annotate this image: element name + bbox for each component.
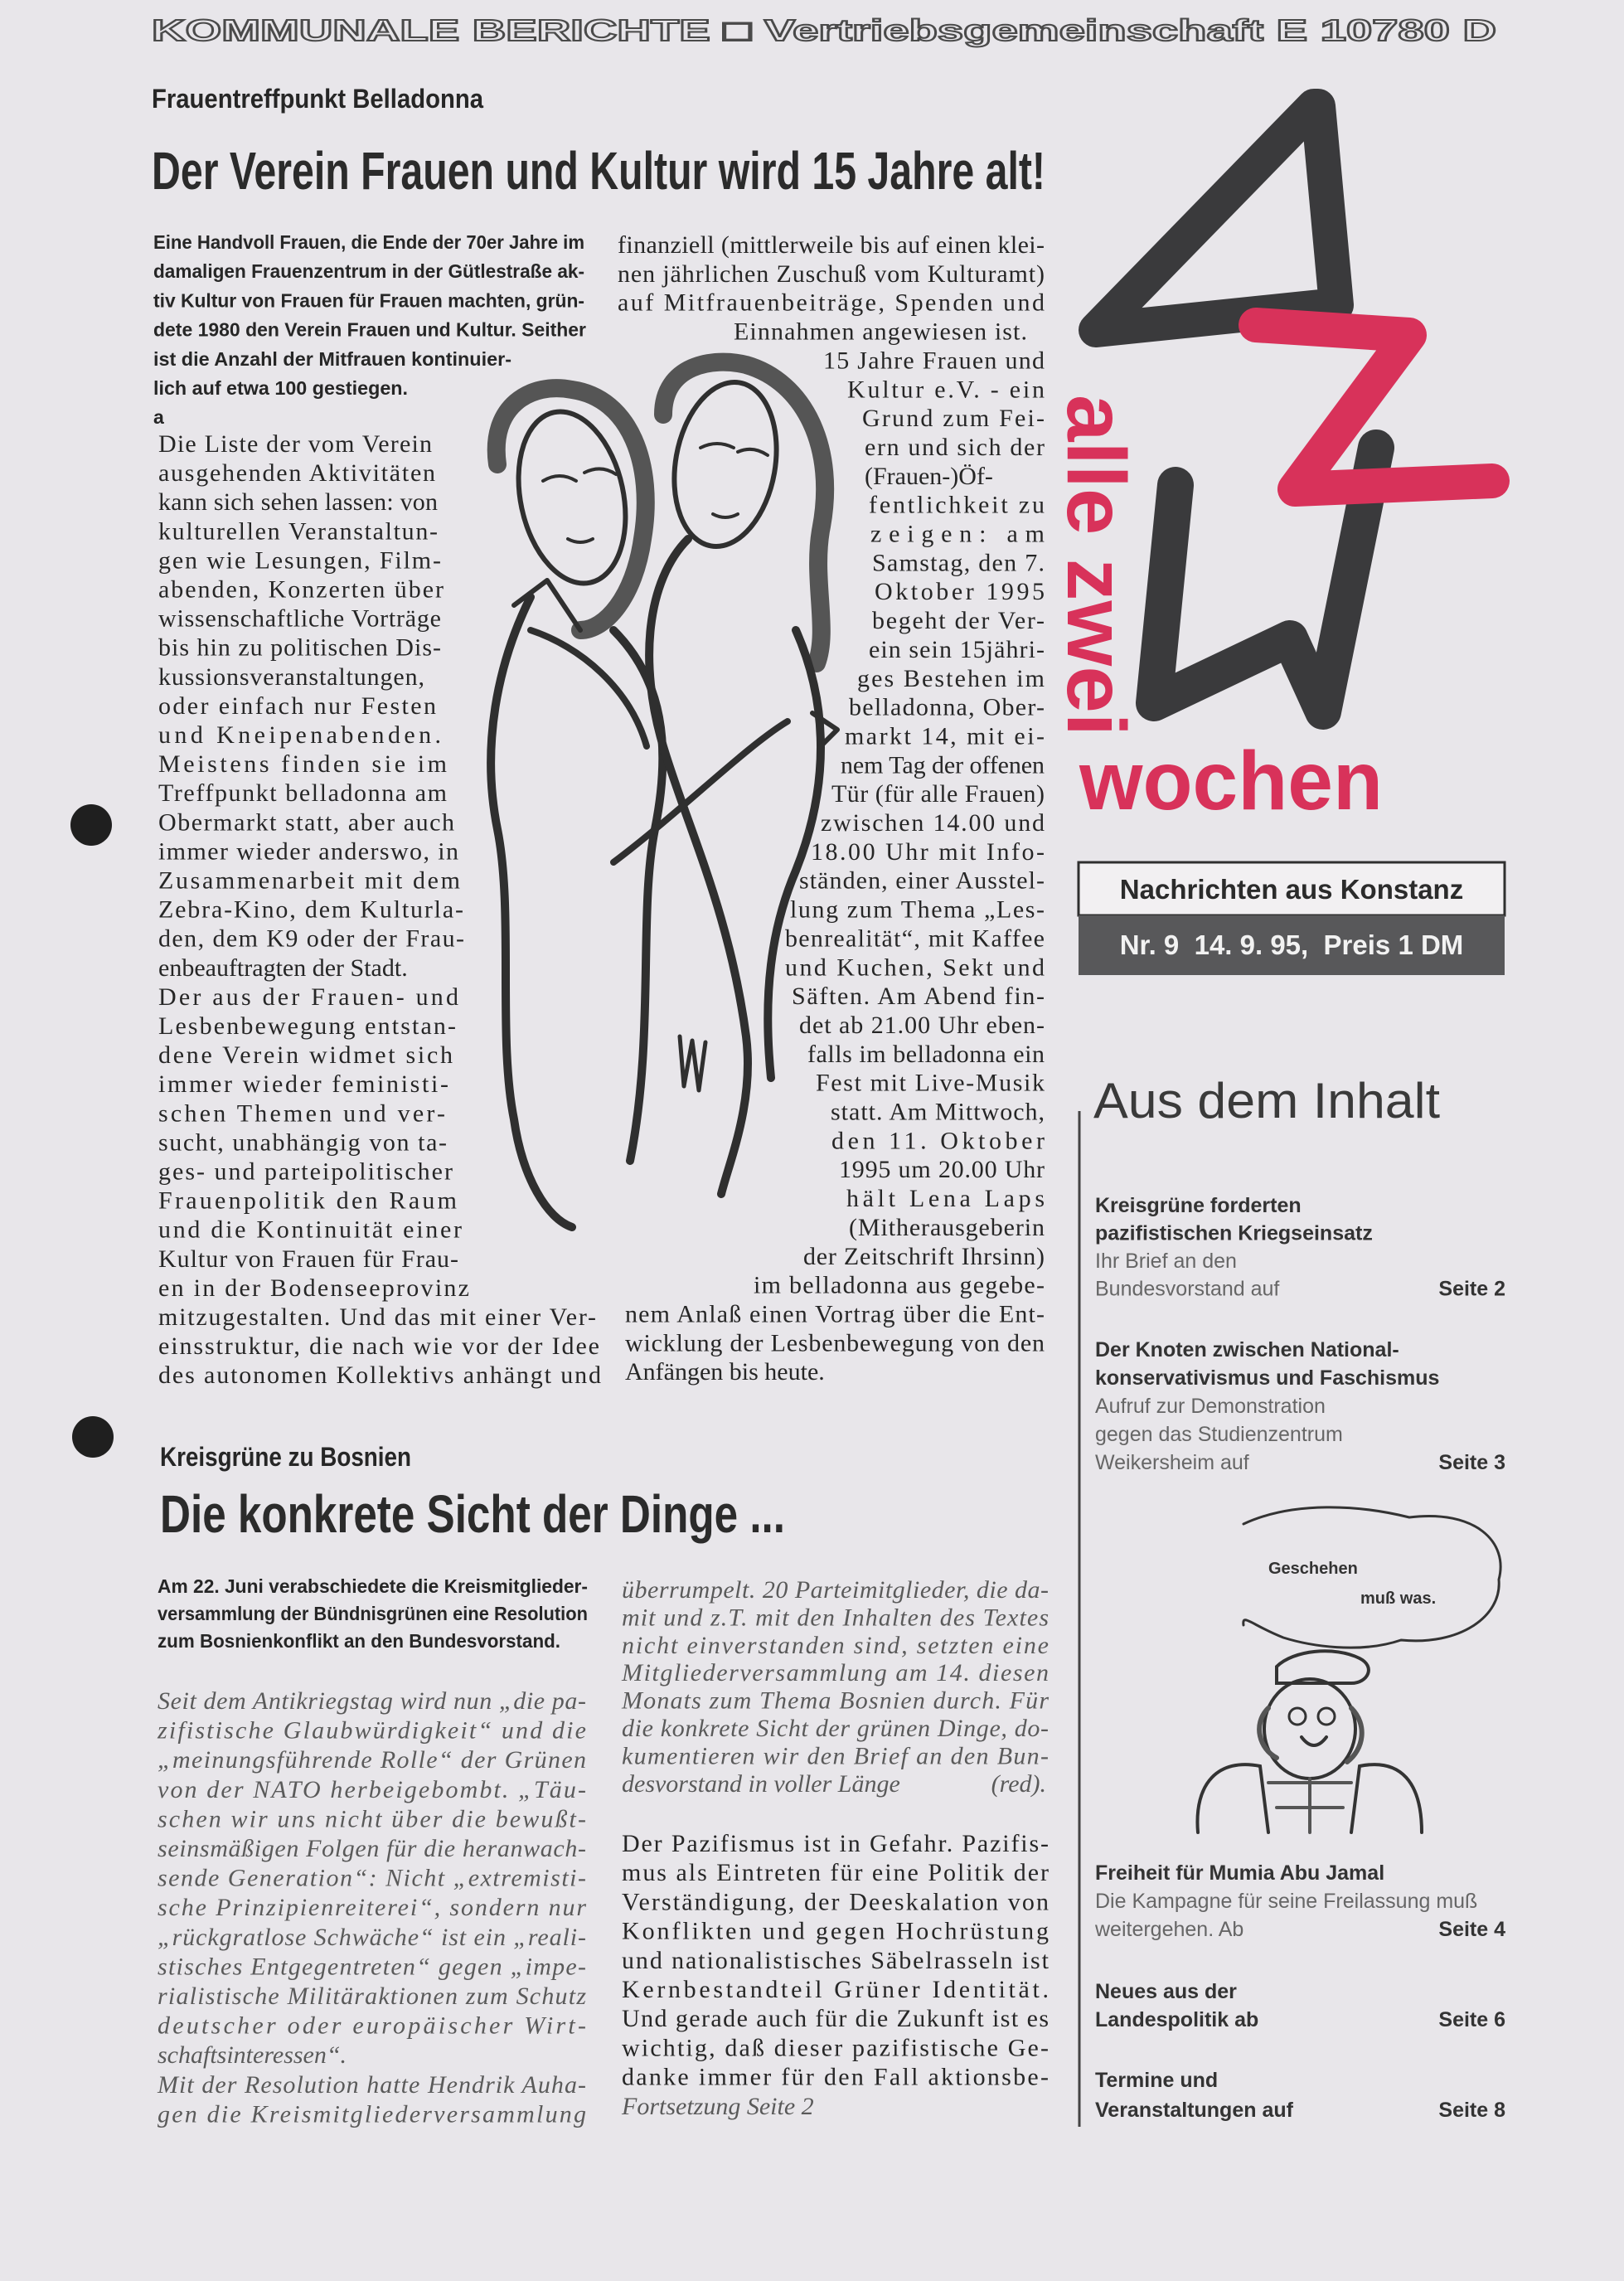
article-lead-line: Eine Handvoll Frauen, die Ende der 70er Jahre im xyxy=(153,231,584,253)
article-body-line: nen jährlichen Zuschuß vom Kulturamt) xyxy=(618,260,1045,288)
contents-item-title: Neues aus der xyxy=(1095,1980,1237,2003)
article-body-line: Lesbenbewegung entstan- xyxy=(158,1012,456,1040)
continuation-note: Fortsetzung Seite 2 xyxy=(622,2093,814,2120)
masthead-subtitle: Nachrichten aus Konstanz xyxy=(1119,874,1464,905)
article-body-line: Frauenpolitik den Raum xyxy=(158,1187,457,1215)
logo-letter-a xyxy=(1096,106,1336,330)
punch-hole xyxy=(72,1416,114,1458)
article-body-line: markt 14, mit ei- xyxy=(845,722,1045,750)
punch-hole xyxy=(70,804,112,846)
contents-item-title: pazifistischen Kriegseinsatz xyxy=(1095,1221,1373,1245)
article-kicker: Kreisgrüne zu Bosnien xyxy=(160,1442,411,1472)
article-body-line: Die Liste der vom Verein xyxy=(158,430,432,458)
article-body-line: Oktober 1995 xyxy=(875,578,1045,606)
article-body-line: fentlichkeit zu xyxy=(869,491,1045,519)
article-lead-line: dete 1980 den Verein Frauen und Kultur. Seither xyxy=(153,318,587,341)
article-intro-line: „meinungsführende Rolle“ der Grünen xyxy=(158,1746,586,1774)
article-body-line: den 11. Oktober xyxy=(831,1127,1045,1155)
logo-wordmark: wochen xyxy=(1079,735,1383,827)
article-body-line: dene Verein widmet sich xyxy=(158,1041,453,1070)
contents-item-page: Seite 8 xyxy=(1438,2099,1505,2122)
article-intro-line: gen die Kreismitgliederversammlung xyxy=(158,2100,586,2128)
article-body-line: Der Pazifismus ist in Gefahr. Pazifis- xyxy=(622,1830,1049,1857)
contents-item-title: Landespolitik ab xyxy=(1095,2008,1259,2031)
article-body-line: immer wieder anderswo, in xyxy=(158,837,458,866)
contents-title: Aus dem Inhalt xyxy=(1093,1073,1441,1128)
article-body-line: einsstruktur, die nach wie vor der Idee xyxy=(158,1332,599,1361)
article-body-line: schen Themen und ver- xyxy=(158,1099,445,1128)
issue-info: Nr. 9 14. 9. 95, Preis 1 DM xyxy=(1119,929,1464,960)
article-kicker: Frauentreffpunkt Belladonna xyxy=(152,84,484,114)
article-intro-line: schaftsinteressen“. xyxy=(158,2041,347,2070)
article-body-line: Zusammenarbeit mit dem xyxy=(158,866,460,895)
article-body-line: im belladonna aus gegebe- xyxy=(754,1271,1045,1299)
article-intro-line: schen wir uns nicht über die bewußt- xyxy=(158,1805,586,1833)
article-intro-line: Mit der Resolution hatte Hendrik Auha- xyxy=(158,2070,586,2099)
article-intro-line: stisches Entgegentreten“ gegen „impe- xyxy=(158,1953,586,1981)
article-body-line: ern und sich der xyxy=(865,434,1045,461)
article-body-line: des autonomen Kollektivs anhängt und xyxy=(158,1361,601,1390)
article-body-line: Anfängen bis heute. xyxy=(625,1358,825,1386)
article-body-line: immer wieder feministi- xyxy=(158,1070,448,1099)
article-intro-line: überrumpelt. 20 Parteimitglieder, die da- xyxy=(622,1576,1049,1604)
article-body-line: abenden, Konzerten über xyxy=(158,575,444,604)
article-body-line: det ab 21.00 Uhr eben- xyxy=(799,1012,1045,1039)
speech-line: muß was. xyxy=(1360,1589,1437,1608)
author-signature: (red). xyxy=(991,1770,1046,1798)
article-intro-line: rialistische Militäraktionen zum Schutz xyxy=(158,1983,586,2010)
article-body-line: statt. Am Mittwoch, xyxy=(831,1098,1045,1126)
article-body-line: und Kneipenabenden. xyxy=(158,721,441,749)
contents-item-description: gegen das Studienzentrum xyxy=(1095,1423,1343,1446)
article-body-line: gen wie Lesungen, Film- xyxy=(158,546,441,575)
article-lead-line: ist die Anzahl der Mitfrauen kontinuier- xyxy=(153,347,511,370)
contents-item-title: konservativismus und Faschismus xyxy=(1095,1366,1440,1390)
azw-logo xyxy=(1050,106,1492,827)
article-body-line: 18.00 Uhr mit Info- xyxy=(811,837,1045,866)
article-body-line: falls im belladonna ein xyxy=(807,1040,1045,1068)
contents-item[interactable] xyxy=(1095,2069,1505,2122)
article-body-line: enbeauftragten der Stadt. xyxy=(158,954,408,982)
article-body-line: hält Lena Laps xyxy=(846,1185,1045,1212)
article-body-line: 1995 um 20.00 Uhr xyxy=(839,1156,1045,1184)
article-body-line: zwischen 14.00 und xyxy=(821,809,1045,837)
article-body-line: Kultur von Frauen für Frau- xyxy=(158,1245,458,1273)
article-body-line: nem Anlaß einen Vortrag über die Ent- xyxy=(625,1300,1045,1328)
article-lead-line: lich auf etwa 100 gestiegen. xyxy=(153,377,408,399)
article-body-line: Treffpunkt belladonna am xyxy=(158,779,447,808)
article-intro-line: mit und z.T. mit den Inhalten des Textes xyxy=(622,1604,1049,1632)
article-intro-line: kumentieren wir den Brief an den Bun- xyxy=(622,1742,1049,1770)
article-body-line: finanziell (mittlerweile bis auf einen klei- xyxy=(618,231,1045,259)
contents-item[interactable] xyxy=(1095,1194,1505,1301)
article-body-line: Tür (für alle Frauen) xyxy=(831,780,1045,808)
article-body-line: belladonna, Ober- xyxy=(849,693,1045,721)
contents-item-page: Seite 3 xyxy=(1438,1451,1505,1474)
article-body-line: lung zum Thema „Les- xyxy=(790,895,1045,924)
article-body-line: benrealität“, mit Kaffee xyxy=(785,925,1045,953)
article-body-line: Meistens finden sie im xyxy=(158,750,447,779)
article-body-line: Zebra-Kino, dem Kulturla- xyxy=(158,895,463,924)
contents-item-title: Freiheit für Mumia Abu Jamal xyxy=(1095,1861,1385,1885)
article-body-line: mus als Eintreten für eine Politik der xyxy=(622,1859,1049,1887)
contents-item-description: Aufruf zur Demonstration xyxy=(1095,1395,1326,1418)
article-body-line: bis hin zu politischen Dis- xyxy=(158,633,441,662)
article-intro-line: Mitgliederversammlung am 14. diesen xyxy=(622,1659,1049,1687)
article-body-line: und die Kontinuität einer xyxy=(158,1216,462,1244)
article-body-line: Kernbestandteil Grüner Identität. xyxy=(622,1976,1049,2003)
article-body-line: Verständigung, der Deeskalation von xyxy=(622,1888,1049,1916)
article-intro-line: von der NATO herbeigebombt. „Täu- xyxy=(158,1775,586,1803)
article-body-line: danke immer für den Fall aktionsbe- xyxy=(622,2063,1049,2091)
article-body-line: und nationalistisches Säbelrasseln ist xyxy=(622,1946,1049,1974)
article-lead-line: versammlung der Bündnisgrünen eine Resolution xyxy=(158,1603,588,1624)
contents-item-page: Seite 2 xyxy=(1438,1277,1505,1301)
cartoon-worried-man xyxy=(1197,1507,1500,1832)
article-body-line: begeht der Ver- xyxy=(872,607,1045,634)
speech-line: Geschehen xyxy=(1268,1560,1358,1578)
article-intro-line: sche Prinzipienreiterei“, sondern nur xyxy=(158,1894,586,1922)
article-lead-line: tiv Kultur von Frauen für Frauen machten, grün- xyxy=(153,289,584,312)
article-body-line: Der aus der Frauen- und xyxy=(158,983,458,1011)
article-body-line: Fest mit Live-Musik xyxy=(816,1069,1045,1097)
article-body-line: Und gerade auch für die Zukunft ist es xyxy=(622,2005,1049,2033)
article-body-line: ges Bestehen im xyxy=(857,664,1045,692)
contents-item-title: Veranstaltungen auf xyxy=(1095,2099,1293,2122)
contents-item[interactable] xyxy=(1094,1861,1505,1941)
article-intro-line: desvorstand in voller Länge xyxy=(622,1769,900,1798)
article-body-line: wissenschaftliche Vorträge xyxy=(158,604,441,633)
article-body-line: ständen, einer Ausstel- xyxy=(799,866,1045,895)
article-lead-line: zum Bosnienkonflikt an den Bundesvorstand. xyxy=(158,1630,560,1652)
article-body-line: (Mitherausgeberin xyxy=(849,1213,1045,1241)
article-intro-line: die konkrete Sicht der grünen Dinge, do- xyxy=(622,1715,1049,1742)
contents-item-description: Die Kampagne für seine Freilassung muß xyxy=(1095,1890,1478,1913)
contents-item-description: Bundesvorstand auf xyxy=(1095,1277,1280,1301)
article-body-line: Grund zum Fei- xyxy=(862,405,1045,433)
article-body-line: sucht, unabhängig von ta- xyxy=(158,1128,447,1157)
contents-item-description: weitergehen. Ab xyxy=(1095,1918,1244,1941)
article-intro-line: nicht einverstanden sind, setzten eine xyxy=(622,1631,1049,1659)
contents-item-title: Der Knoten zwischen National- xyxy=(1095,1338,1399,1361)
article-body-line: wichtig, daß dieser pazifistische Ge- xyxy=(622,2034,1049,2062)
article-headline: Die konkrete Sicht der Dinge ... xyxy=(160,1484,785,1544)
article-body-line: Einnahmen angewiesen ist. xyxy=(734,318,1027,346)
article-intro-line: sende Generation“: Nicht „extremisti- xyxy=(158,1864,586,1892)
article-intro-line: Seit dem Antikriegstag wird nun „die pa- xyxy=(158,1687,586,1715)
contents-item-title: Kreisgrüne forderten xyxy=(1095,1194,1302,1217)
article-body-line: und Kuchen, Sekt und xyxy=(785,954,1045,982)
article-body-line: zeigen: am xyxy=(870,520,1045,548)
article-body-line: Säften. Am Abend fin- xyxy=(792,983,1045,1011)
article-body-line: Samstag, den 7. xyxy=(872,549,1045,577)
logo-tagline-vertical: alle zwei xyxy=(1050,395,1142,731)
article-body-line: ges- und parteipolitischer xyxy=(158,1157,453,1186)
article-body-line: Kultur e.V. - ein xyxy=(847,376,1045,404)
article-2-text xyxy=(157,1575,1050,2128)
article-body-line: der Zeitschrift Ihrsinn) xyxy=(803,1242,1045,1270)
article-body-line: kann sich sehen lassen: von xyxy=(158,488,438,517)
article-body-line: kulturellen Veranstaltun- xyxy=(158,517,438,546)
contents-item-title: Termine und xyxy=(1095,2069,1219,2092)
article-intro-line: Monats zum Thema Bosnien durch. Für xyxy=(622,1686,1049,1715)
article-lead-line: damaligen Frauenzentrum in der Gütlestraße ak- xyxy=(153,260,584,283)
article-headline: Der Verein Frauen und Kultur wird 15 Jahre alt! xyxy=(152,141,1045,201)
article-body-line: auf Mitfrauenbeiträge, Spenden und xyxy=(618,289,1045,317)
article-body-line: (Frauen-)Öf- xyxy=(865,462,993,490)
article-body-line: 15 Jahre Frauen und xyxy=(823,347,1045,375)
illustration-two-women xyxy=(491,362,837,1227)
article-body-line: nem Tag der offenen xyxy=(841,751,1045,779)
contents-item-description: Ihr Brief an den xyxy=(1095,1250,1237,1273)
article-lead-line: a xyxy=(153,406,164,429)
publication-strip: KOMMUNALE BERICHTE □ Vertriebsgemeinschaft E 10780 D xyxy=(152,13,1496,47)
article-intro-line: deutscher oder europäischer Wirt- xyxy=(158,2012,586,2040)
article-intro-line: „rückgratlose Schwäche“ ist ein „reali- xyxy=(158,1923,586,1951)
article-body-line: ein sein 15jähri- xyxy=(869,635,1045,663)
article-body-line: Konflikten und gegen Hochrüstung xyxy=(622,1917,1049,1945)
contents-item-description: Weikersheim auf xyxy=(1095,1451,1249,1474)
article-body-line: Obermarkt statt, aber auch xyxy=(158,808,454,837)
contents-item[interactable] xyxy=(1095,1338,1505,1474)
article-body-line: ausgehenden Aktivitäten xyxy=(158,459,435,488)
article-intro-line: zifistische Glaubwürdigkeit“ und die xyxy=(158,1716,586,1745)
contents-item[interactable] xyxy=(1095,1980,1505,2031)
article-body-line: en in der Bodenseeprovinz xyxy=(158,1274,469,1302)
contents-item-page: Seite 6 xyxy=(1438,2008,1505,2031)
article-intro-line: seinsmäßigen Folgen für die heranwach- xyxy=(158,1835,586,1862)
article-body-line: kussionsveranstaltungen, xyxy=(158,662,424,691)
article-body-line: den, dem K9 oder der Frau- xyxy=(158,925,464,953)
article-body-line: oder einfach nur Festen xyxy=(158,692,436,720)
article-body-line: mitzugestalten. Und das mit einer Ver- xyxy=(158,1303,596,1331)
article-lead-line: Am 22. Juni verabschiedete die Kreismitglieder- xyxy=(158,1575,588,1597)
article-body-line: wicklung der Lesbenbewegung von den xyxy=(625,1329,1045,1357)
contents-item-page: Seite 4 xyxy=(1438,1918,1505,1941)
